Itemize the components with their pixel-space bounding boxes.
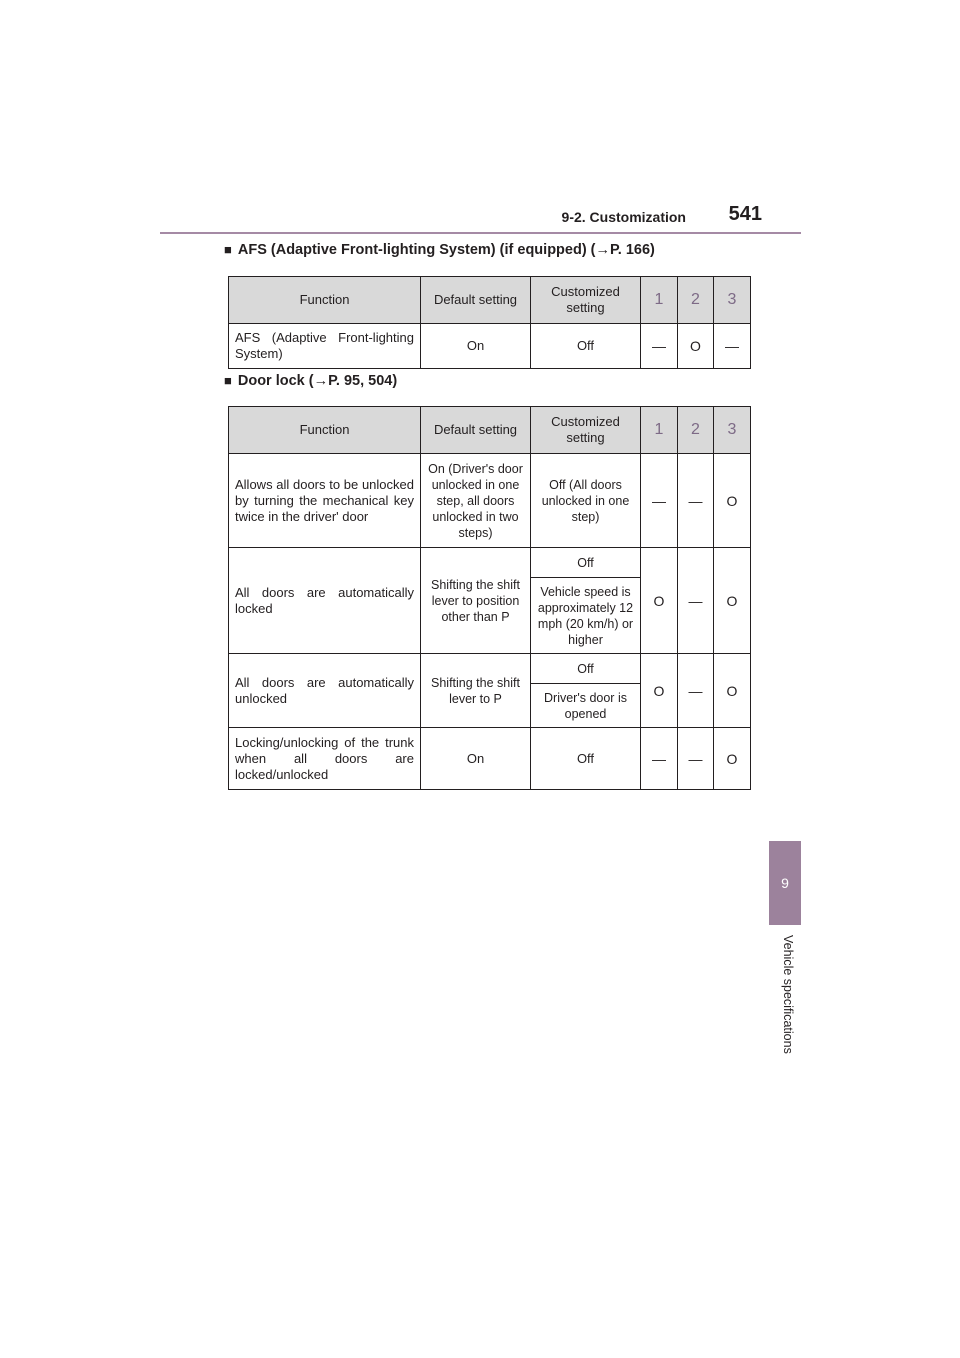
mark-cell: — [641,454,678,548]
section-title: 9-2. Customization [561,209,686,225]
col-1: 1 [641,407,678,454]
door-lock-table [228,406,751,790]
mark-cell: O [641,548,678,654]
mark-cell: — [641,728,678,790]
col-1: 1 [641,277,678,324]
col-2: 2 [678,407,714,454]
afs-heading-text: AFS (Adaptive Front-lighting System) (if equipped) (→P. 166) [237,242,655,258]
default-cell: On [421,324,531,369]
col-function: Function [229,277,421,324]
door-lock-heading [224,373,397,389]
table-row [229,548,751,578]
customized-cell: Driver's door is opened [531,684,641,728]
customized-cell: Off [531,654,641,684]
table-row [229,454,751,548]
square-bullet-icon: ■ [224,373,232,388]
col-function: Function [229,407,421,454]
mark-cell: O [714,654,751,728]
col-customized: Customized setting [531,277,641,324]
default-cell: Shifting the shift lever to P [421,654,531,728]
col-default: Default setting [421,407,531,454]
customized-cell: Off (All doors unlocked in one step) [531,454,641,548]
customized-cell: Off [531,324,641,369]
col-customized: Customized setting [531,407,641,454]
table-row [229,654,751,684]
door-lock-header-row [229,407,751,454]
function-cell: AFS (Adaptive Front-lighting System) [229,324,421,369]
header-divider [160,232,801,234]
col-2: 2 [678,277,714,324]
mark-cell: O [678,324,714,369]
page-number: 541 [728,203,762,225]
function-cell: Allows all doors to be unlocked by turning the mechanical key twice in the driver' door [229,454,421,548]
default-cell: On (Driver's door unlocked in one step, all doors unlocked in two steps) [421,454,531,548]
chapter-label: Vehicle specifications [781,935,795,1054]
afs-heading [224,242,655,258]
table-row [229,324,751,369]
chapter-tab [769,841,801,925]
mark-cell: — [678,728,714,790]
function-cell: All doors are automatically unlocked [229,654,421,728]
customized-cell: Off [531,728,641,790]
table-row [229,728,751,790]
chapter-number: 9 [781,875,789,891]
afs-header-row [229,277,751,324]
function-cell: Locking/unlocking of the trunk when all doors are locked/unlocked [229,728,421,790]
default-cell: On [421,728,531,790]
col-default: Default setting [421,277,531,324]
door-lock-heading-text: Door lock (→P. 95, 504) [237,373,398,389]
mark-cell: O [714,728,751,790]
mark-cell: O [641,654,678,728]
mark-cell: — [678,654,714,728]
mark-cell: — [641,324,678,369]
function-cell: All doors are automatically locked [229,548,421,654]
mark-cell: O [714,454,751,548]
customized-cell: Off [531,548,641,578]
col-3: 3 [714,277,751,324]
default-cell: Shifting the shift lever to position other than P [421,548,531,654]
mark-cell: O [714,548,751,654]
mark-cell: — [714,324,751,369]
customized-cell: Vehicle speed is approximately 12 mph (20 km/h) or higher [531,578,641,654]
mark-cell: — [678,454,714,548]
afs-table [228,276,751,369]
square-bullet-icon: ■ [224,242,232,257]
col-3: 3 [714,407,751,454]
mark-cell: — [678,548,714,654]
